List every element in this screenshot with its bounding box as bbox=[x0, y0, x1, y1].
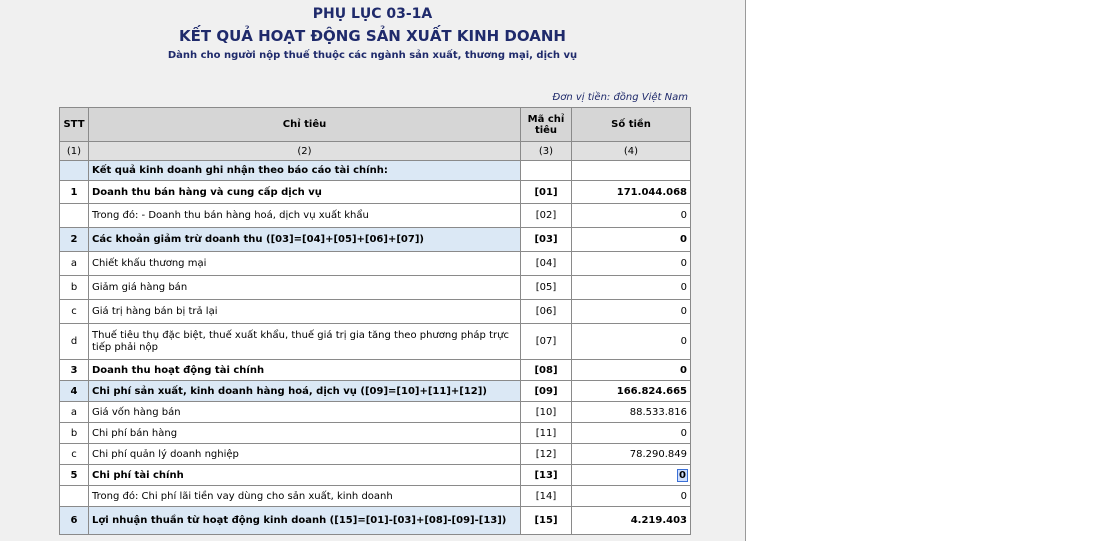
row-code: [07] bbox=[521, 324, 572, 360]
row-amount[interactable]: 0 bbox=[572, 324, 691, 360]
table-row bbox=[60, 360, 691, 381]
row-indicator: Kết quả kinh doanh ghi nhận theo báo cáo tài chính: bbox=[89, 161, 521, 181]
header-amount: Số tiền bbox=[572, 108, 691, 142]
row-code: [05] bbox=[521, 276, 572, 300]
table-row bbox=[60, 276, 691, 300]
row-amount[interactable]: 0 bbox=[572, 486, 691, 507]
header-stt: STT bbox=[60, 108, 89, 142]
row-amount[interactable]: 0 bbox=[572, 276, 691, 300]
row-stt: b bbox=[60, 423, 89, 444]
column-index: (2) bbox=[89, 142, 521, 161]
row-amount[interactable]: 78.290.849 bbox=[572, 444, 691, 465]
row-amount[interactable]: 0 bbox=[572, 423, 691, 444]
table-row bbox=[60, 300, 691, 324]
table-row bbox=[60, 402, 691, 423]
row-stt: a bbox=[60, 402, 89, 423]
table-row bbox=[60, 161, 691, 181]
row-code: [09] bbox=[521, 381, 572, 402]
row-indicator: Lợi nhuận thuần từ hoạt động kinh doanh ([15]=[01]-[03]+[08]-[09]-[13]) bbox=[89, 507, 521, 535]
row-indicator: Chi phí tài chính bbox=[89, 465, 521, 486]
row-indicator: Giá vốn hàng bán bbox=[89, 402, 521, 423]
row-indicator: Doanh thu bán hàng và cung cấp dịch vụ bbox=[89, 181, 521, 204]
row-code: [04] bbox=[521, 252, 572, 276]
row-indicator: Chiết khấu thương mại bbox=[89, 252, 521, 276]
header-code: Mã chỉ tiêu bbox=[521, 108, 572, 142]
row-code: [10] bbox=[521, 402, 572, 423]
row-indicator: Trong đó: - Doanh thu bán hàng hoá, dịch vụ xuất khẩu bbox=[89, 204, 521, 228]
row-amount[interactable]: 0 bbox=[572, 300, 691, 324]
empty-right-pane bbox=[746, 0, 1105, 541]
appendix-label: PHỤ LỤC 03-1A bbox=[312, 6, 433, 22]
row-indicator: Trong đó: Chi phí lãi tiền vay dùng cho sản xuất, kinh doanh bbox=[89, 486, 521, 507]
table-row bbox=[60, 324, 691, 360]
row-code: [15] bbox=[521, 507, 572, 535]
table-row bbox=[60, 252, 691, 276]
row-indicator: Các khoản giảm trừ doanh thu ([03]=[04]+[05]+[06]+[07]) bbox=[89, 228, 521, 252]
row-indicator: Chi phí quản lý doanh nghiệp bbox=[89, 444, 521, 465]
row-amount[interactable]: 0 bbox=[572, 360, 691, 381]
row-indicator: Chi phí bán hàng bbox=[89, 423, 521, 444]
row-stt: c bbox=[60, 444, 89, 465]
row-amount[interactable] bbox=[572, 161, 691, 181]
business-results-table bbox=[59, 107, 691, 535]
row-code: [01] bbox=[521, 181, 572, 204]
row-indicator: Chi phí sản xuất, kinh doanh hàng hoá, dịch vụ ([09]=[10]+[11]+[12]) bbox=[89, 381, 521, 402]
row-stt: 4 bbox=[60, 381, 89, 402]
row-amount[interactable]: 166.824.665 bbox=[572, 381, 691, 402]
row-indicator: Giá trị hàng bán bị trả lại bbox=[89, 300, 521, 324]
table-row bbox=[60, 507, 691, 535]
row-code: [11] bbox=[521, 423, 572, 444]
row-amount[interactable]: 88.533.816 bbox=[572, 402, 691, 423]
table-row bbox=[60, 228, 691, 252]
row-amount[interactable]: 0 bbox=[572, 252, 691, 276]
row-code: [08] bbox=[521, 360, 572, 381]
row-stt: 3 bbox=[60, 360, 89, 381]
table-row bbox=[60, 181, 691, 204]
row-stt: 6 bbox=[60, 507, 89, 535]
row-amount[interactable]: 0 bbox=[572, 204, 691, 228]
row-stt: b bbox=[60, 276, 89, 300]
row-code: [06] bbox=[521, 300, 572, 324]
page-subtitle: Dành cho người nộp thuế thuộc các ngành sản xuất, thương mại, dịch vụ bbox=[167, 50, 578, 61]
table-row bbox=[60, 465, 691, 486]
row-amount[interactable]: 4.219.403 bbox=[572, 507, 691, 535]
row-stt: d bbox=[60, 324, 89, 360]
currency-unit-label: Đơn vị tiền: đồng Việt Nam bbox=[552, 92, 688, 103]
header-indicator: Chỉ tiêu bbox=[89, 108, 521, 142]
row-amount[interactable]: 0 bbox=[572, 228, 691, 252]
row-code: [14] bbox=[521, 486, 572, 507]
page-title: KẾT QUẢ HOẠT ĐỘNG SẢN XUẤT KINH DOANH bbox=[179, 27, 566, 45]
table-row bbox=[60, 486, 691, 507]
table-row bbox=[60, 444, 691, 465]
row-amount[interactable]: 171.044.068 bbox=[572, 181, 691, 204]
row-indicator: Giảm giá hàng bán bbox=[89, 276, 521, 300]
selected-amount-cell[interactable] bbox=[572, 465, 691, 486]
row-stt bbox=[60, 161, 89, 181]
row-stt: 5 bbox=[60, 465, 89, 486]
column-index: (4) bbox=[572, 142, 691, 161]
row-stt: c bbox=[60, 300, 89, 324]
row-stt: a bbox=[60, 252, 89, 276]
row-code: [12] bbox=[521, 444, 572, 465]
row-stt: 1 bbox=[60, 181, 89, 204]
row-code: [02] bbox=[521, 204, 572, 228]
column-index: (3) bbox=[521, 142, 572, 161]
row-stt bbox=[60, 204, 89, 228]
row-code bbox=[521, 161, 572, 181]
row-stt: 2 bbox=[60, 228, 89, 252]
row-code: [13] bbox=[521, 465, 572, 486]
row-stt bbox=[60, 486, 89, 507]
selected-amount-value[interactable]: 0 bbox=[679, 469, 686, 481]
table-row bbox=[60, 381, 691, 402]
row-indicator: Thuế tiêu thụ đặc biệt, thuế xuất khẩu, thuế giá trị gia tăng theo phương pháp trực tiếp phải nộp bbox=[89, 324, 521, 360]
column-index: (1) bbox=[60, 142, 89, 161]
table-row bbox=[60, 204, 691, 228]
table-row bbox=[60, 423, 691, 444]
row-code: [03] bbox=[521, 228, 572, 252]
row-indicator: Doanh thu hoạt động tài chính bbox=[89, 360, 521, 381]
